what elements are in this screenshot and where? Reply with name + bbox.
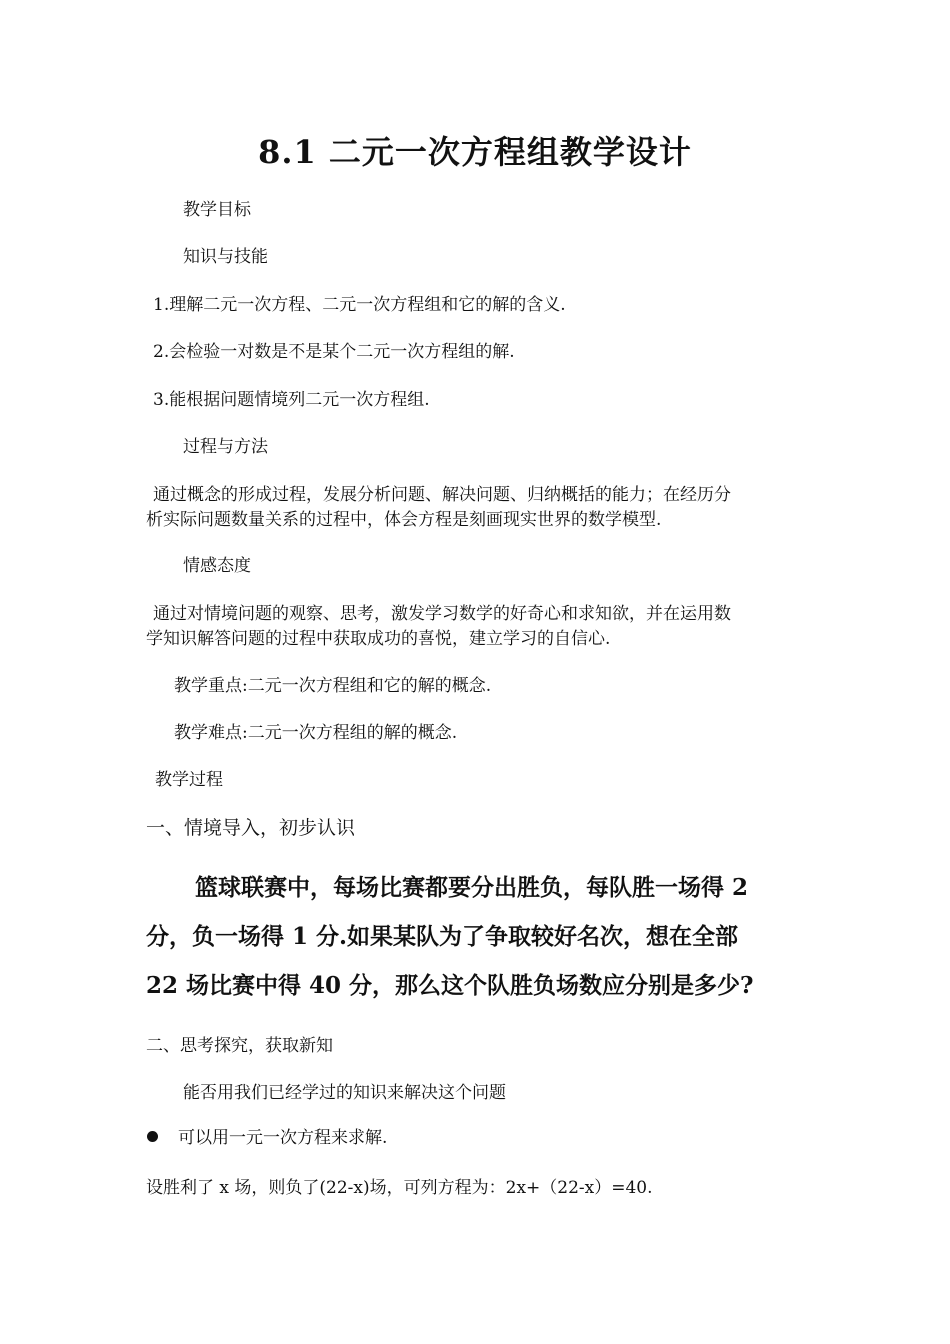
difficulty-point: 教学难点:二元一次方程组的解的概念. xyxy=(174,723,458,743)
attitude-heading: 情感态度 xyxy=(183,556,251,576)
process-text-line: 析实际问题数量关系的过程中，体会方程是刻画现实世界的数学模型. xyxy=(146,510,662,530)
teaching-process-label: 教学过程 xyxy=(155,770,223,790)
equation-line: 设胜利了 x 场，则负了(22-x)场，可列方程为：2x+（22-x）=40. xyxy=(146,1178,653,1198)
attitude-text-line: 学知识解答问题的过程中获取成功的喜悦，建立学习的自信心. xyxy=(146,629,611,649)
problem-line: 篮球联赛中，每场比赛都要分出胜负，每队胜一场得 2 xyxy=(195,874,749,901)
key-point: 教学重点:二元一次方程组和它的解的概念. xyxy=(174,676,492,696)
bullet-icon xyxy=(147,1131,158,1142)
process-text-line: 通过概念的形成过程，发展分析问题、解决问题、归纳概括的能力；在经历分 xyxy=(153,485,731,505)
objectives-heading: 教学目标 xyxy=(183,200,251,220)
bullet-text: 可以用一元一次方程来求解. xyxy=(178,1128,388,1148)
process-heading: 过程与方法 xyxy=(183,437,268,457)
section-1-heading: 一、情境导入，初步认识 xyxy=(146,817,356,839)
problem-line: 分，负一场得 1 分.如果某队为了争取较好名次，想在全部 xyxy=(146,923,739,950)
question-text: 能否用我们已经学过的知识来解决这个问题 xyxy=(183,1083,506,1103)
problem-line: 22 场比赛中得 40 分，那么这个队胜负场数应分别是多少? xyxy=(146,972,754,999)
knowledge-item: 3.能根据问题情境列二元一次方程组. xyxy=(153,390,430,410)
section-2-heading: 二、思考探究，获取新知 xyxy=(146,1036,333,1056)
document-title: 8.1 二元一次方程组教学设计 xyxy=(258,133,692,171)
knowledge-item: 2.会检验一对数是不是某个二元一次方程组的解. xyxy=(153,342,515,362)
knowledge-heading: 知识与技能 xyxy=(183,247,268,267)
knowledge-item: 1.理解二元一次方程、二元一次方程组和它的解的含义. xyxy=(153,295,566,315)
attitude-text-line: 通过对情境问题的观察、思考，激发学习数学的好奇心和求知欲，并在运用数 xyxy=(153,604,731,624)
